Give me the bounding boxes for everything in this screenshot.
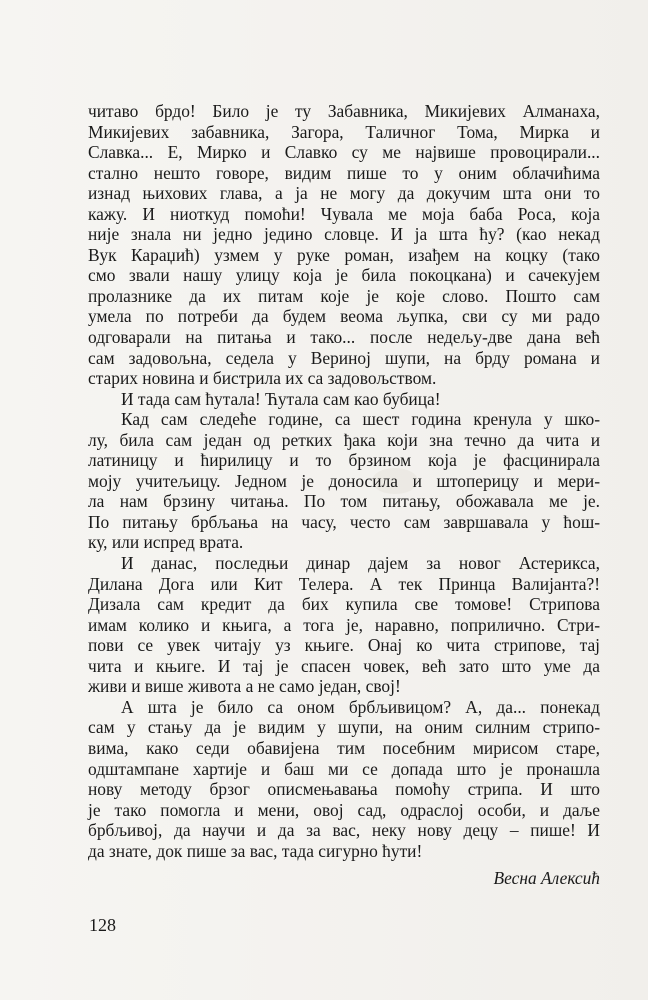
text-line: лу, била сам један од ретких ђака који зна течно да чита и: [88, 429, 600, 450]
text-line: кажу. И ниоткуд помоћи! Чувала ме моја баба Роса, која: [88, 203, 600, 224]
text-line: одштампане хартије и баш ми се допада што је пронашла: [88, 758, 600, 779]
text-line: имам колико и књига, а тога је, наравно, поприлично. Стри-: [88, 614, 600, 635]
text-line: да знате, док пише за вас, тада сигурно ћути!: [88, 840, 423, 861]
text-line: умела по потреби да будем веома љупка, сви су ми радо: [88, 306, 600, 327]
text-line: ку, или испред врата.: [88, 532, 244, 553]
text-line: Дилана Дога или Кит Телера. А тек Принца Валијанта?!: [88, 573, 600, 594]
text-line: живи и више живота а не само један, свој!: [88, 676, 401, 697]
text-line: пови се увек читају уз књиге. Онај ко чита стрипове, тај: [88, 635, 600, 656]
text-line: чита и књиге. И тај је спасен човек, већ зато што уме да: [88, 655, 600, 676]
text-line: ла нам брзину читања. По том питању, обожавала ме је.: [88, 491, 600, 512]
body-text: [88, 101, 600, 861]
text-line: није знала ни једно једино словце. И ја шта ћу? (као некад: [88, 224, 600, 245]
text-line: изнад њихових глава, а ја не могу да докучим шта они то: [88, 183, 600, 204]
text-line: пролазнике да их питам које је које слово. Пошто сам: [88, 285, 600, 306]
text-line: латиницу и ћирилицу и то брзином која је фасцинирала: [88, 450, 600, 471]
text-line: одговарали на питања и тако... после недељу-две дана већ: [88, 327, 600, 348]
text-line: И данас, последњи динар дајем за новог Астерикса,: [121, 553, 600, 574]
text-line: старих новина и бистрила их са задовољством.: [88, 368, 437, 389]
text-line: Дизала сам кредит да бих купила све томове! Стрипова: [88, 594, 600, 615]
text-line: читаво брдо! Било је ту Забавника, Микијевих Алманаха,: [88, 101, 600, 121]
text-line: брбљивој, да научи и да за вас, неку нову децу – пише! И: [88, 820, 600, 841]
text-line: нову методу брзог описмењавања помоћу стрипа. И што: [88, 779, 600, 800]
text-line: је тако помогла и мени, овој сад, одраслој особи, и даље: [88, 799, 600, 820]
author-signature: Весна Алексић: [493, 868, 600, 888]
text-line: сам у стању да је видим у шупи, на оним силним стрипо-: [88, 717, 600, 738]
text-line: Вук Караџић) узмем у руке роман, изађем на коцку (тако: [88, 244, 600, 265]
text-line: вима, како седи обавијена тим посебним мирисом старе,: [88, 737, 600, 758]
text-line: моју учитељицу. Једном је доносила и штоперицу и мери-: [88, 470, 600, 491]
text-line: Славка... Е, Мирко и Славко су ме највише провоцирали...: [88, 142, 600, 163]
text-line: И тада сам ћутала! Ћутала сам као бубица!: [121, 388, 441, 409]
text-line: По питању брбљања на часу, често сам завршавала у ћош-: [88, 511, 600, 532]
text-line: Микијевих забавника, Загора, Таличног Тома, Мирка и: [88, 121, 600, 142]
text-line: смо звали нашу улицу која је била покоцкана) и сачекујем: [88, 265, 600, 286]
page-number: 128: [89, 915, 116, 935]
text-line: стално нешто говоре, видим пише то у оним облачићима: [88, 162, 600, 183]
text-line: Кад сам следеће године, са шест година кренула у шко-: [121, 409, 600, 430]
text-line: А шта је било са оном брбљивицом? А, да... понекад: [121, 696, 600, 717]
text-line: сам задовољна, седела у Вериној шупи, на брду романа и: [88, 347, 600, 368]
